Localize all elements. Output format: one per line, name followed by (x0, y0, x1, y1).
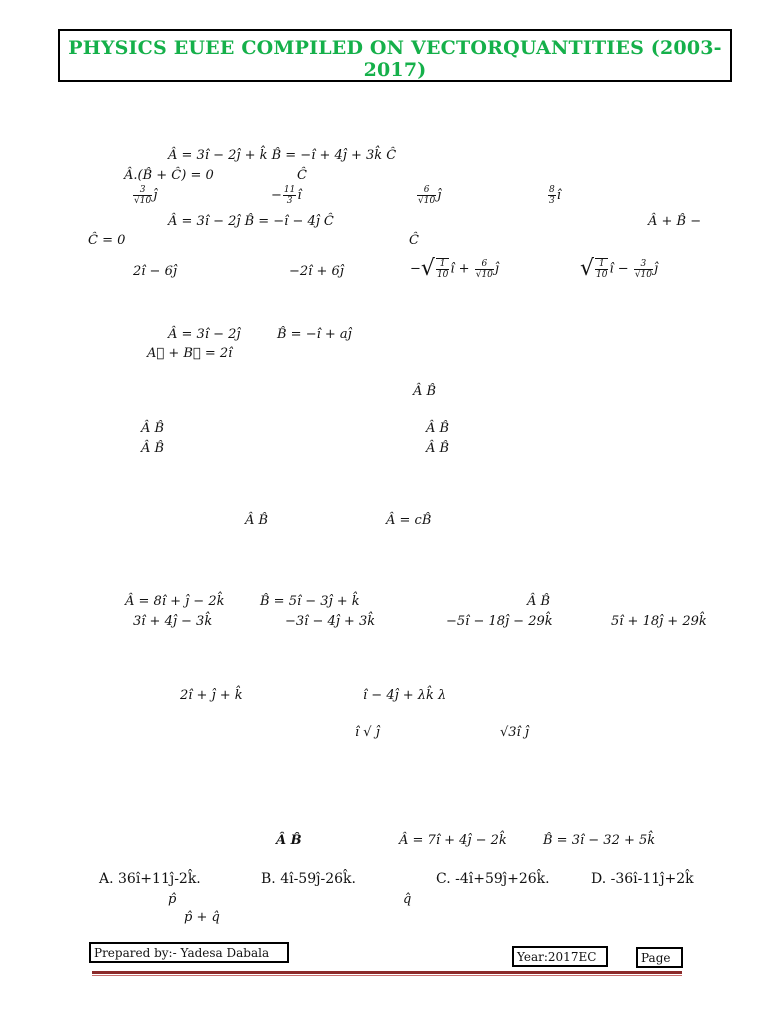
q1-option-b: − $\frac{11}{3}$ î (271, 185, 302, 206)
q7-vector-2: î − 4ĵ + λk̂ λ (363, 688, 447, 703)
choice-d: D. -36î-11ĵ+2k̂ (591, 871, 694, 887)
choice-a: A. 36î+11ĵ-2k̂. (99, 871, 201, 887)
q2-unknown: Ĉ (409, 233, 419, 248)
q8-p-hat: p̂ (168, 892, 177, 907)
q4-option-a: Â B̂ (141, 421, 165, 436)
q4-option-d: Â B̂ (426, 441, 450, 456)
q6-option-c: −5î − 18ĵ − 29k̂ (446, 614, 553, 629)
page-title: PHYSICS EUEE COMPILED ON VECTORQUANTITIES (2003-2017) (68, 37, 722, 81)
q1-option-c: $\frac{6}{√10}$ ĵ (418, 185, 442, 206)
fraction: $\frac{1}{10}$ (596, 259, 608, 280)
q6-option-d: 5î + 18ĵ + 29k̂ (611, 614, 707, 629)
q6-option-a: 3î + 4ĵ − 3k̂ (133, 614, 213, 629)
fraction: $\frac{3}{√10}$ (134, 185, 152, 206)
sqrt-symbol: √ (580, 256, 595, 281)
q8-vector-b: B̂ = 3î − 32 + 5k̂ (543, 833, 656, 848)
choice-c: C. -4î+59ĵ+26k̂. (436, 871, 550, 887)
q3-vector-b: B̂ = −î + aĵ (277, 327, 352, 342)
fraction: $\frac{11}{3}$ (283, 185, 296, 206)
q8-sum: p̂ + q̂ (184, 910, 220, 925)
q6-vectors: Â B̂ (527, 594, 551, 609)
q8-vector-a: Â = 7î + 4ĵ − 2k̂ (399, 833, 507, 848)
q2-option-a: 2î − 6ĵ (133, 264, 177, 279)
q7-vector-1: 2î + ĵ + k̂ (180, 688, 243, 703)
q8-vectors: Â B̂ (276, 833, 302, 848)
q1-option-a: $\frac{3}{√10}$ ĵ (134, 185, 158, 206)
q1-unknown: Ĉ (297, 168, 307, 183)
q2-option-c: −√ $\frac{1}{10}$ î + $\frac{6}{√10}$ ĵ (410, 256, 499, 281)
year-label: Year:2017EC (517, 950, 597, 964)
q6-option-b: −3î − 4ĵ + 3k̂ (285, 614, 376, 629)
prepared-by: Prepared by:- Yadesa Dabala (94, 946, 270, 960)
q1-condition: Â.(B̂ + Ĉ) = 0 (124, 168, 214, 183)
q6-vector-b: B̂ = 5î − 3ĵ + k̂ (260, 594, 360, 609)
q2-vectors: Â = 3î − 2ĵ B̂ = −î − 4ĵ Ĉ (168, 214, 334, 229)
prepared-by-box (89, 942, 289, 963)
fraction: $\frac{3}{√10}$ (634, 258, 652, 280)
fraction: $\frac{8}{3}$ (549, 185, 555, 206)
q1-option-d: $\frac{8}{3}$ î (549, 185, 561, 206)
fraction: $\frac{1}{10}$ (436, 259, 449, 280)
q2-expression: Â + B̂ − (648, 214, 702, 229)
page-label: Page (641, 951, 671, 965)
q2-option-b: −2î + 6ĵ (289, 264, 344, 279)
page-box (636, 947, 683, 968)
footer-divider (92, 971, 682, 974)
q5-relation: Â = cB̂ (386, 513, 432, 528)
q2-option-d: √ $\frac{1}{10}$ î − $\frac{3}{√10}$ ĵ (580, 256, 659, 281)
q3-condition: A⃗ + B⃗ = 2î (147, 346, 233, 361)
q4-vectors: Â B̂ (413, 384, 437, 399)
q8-q-hat: q̂ (403, 892, 412, 907)
q4-option-c: Â B̂ (426, 421, 450, 436)
fraction: $\frac{6}{√10}$ (418, 185, 436, 206)
q7-option-b: √3î ĵ (500, 725, 529, 740)
q7-option-a: î √ ĵ (355, 725, 380, 740)
q1-vectors: Â = 3î − 2ĵ + k̂ B̂ = −î + 4ĵ + 3k̂ Ĉ (168, 148, 397, 163)
q6-vector-a: Â = 8î + ĵ − 2k̂ (125, 594, 225, 609)
fraction: $\frac{6}{√10}$ (475, 258, 493, 280)
footer-divider-thin (92, 975, 682, 976)
q5-vectors: Â B̂ (245, 513, 269, 528)
q4-option-b: Â B̂ (141, 441, 165, 456)
year-box (512, 946, 608, 967)
q3-vector-a: Â = 3î − 2ĵ (168, 327, 241, 342)
choice-b: B. 4î-59ĵ-26k̂. (261, 871, 356, 887)
title-box (58, 29, 732, 82)
q2-condition: Ĉ = 0 (88, 233, 126, 248)
sqrt-symbol: √ (420, 256, 435, 281)
